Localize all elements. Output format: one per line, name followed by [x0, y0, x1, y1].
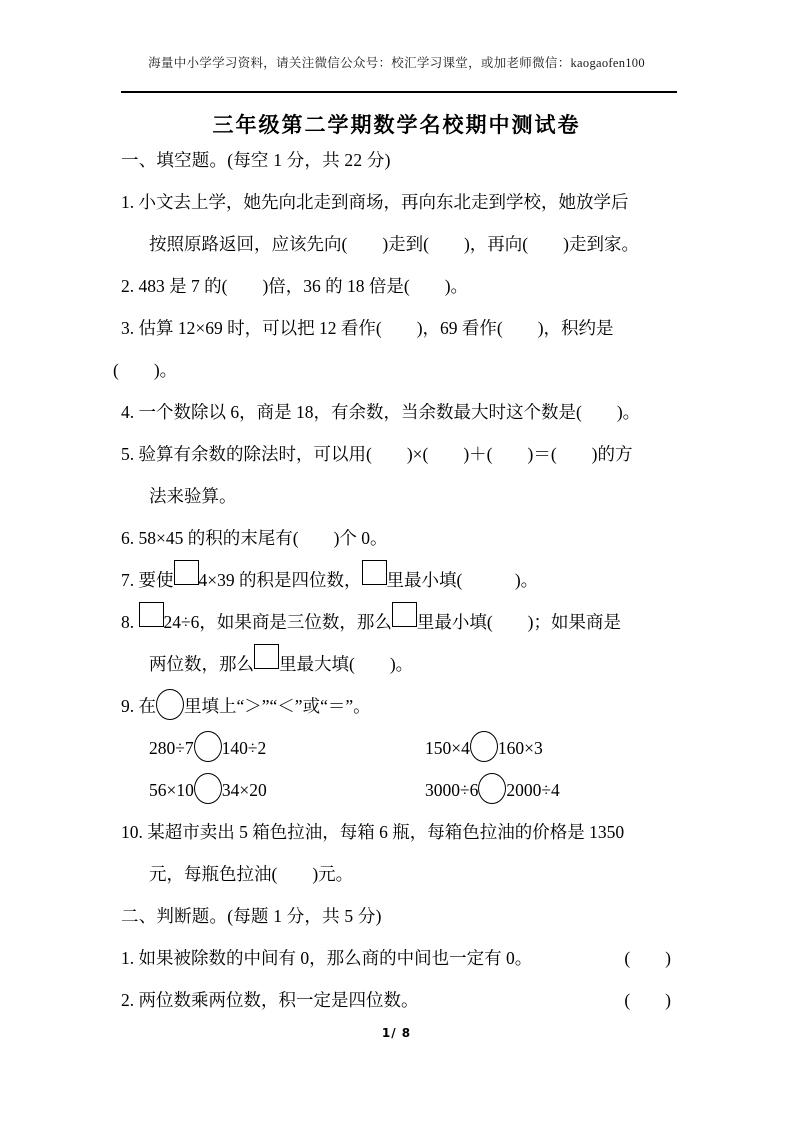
q9-row1-left — [149, 727, 425, 769]
fill-q5-line1: 5. 验算有余数的除法时，可以用( )×( )＋( )＝( )的方 — [121, 444, 633, 464]
text-run: 34×20 — [221, 780, 267, 800]
section-fill-heading: 一、填空题。(每空 1 分，共 22 分) — [121, 150, 391, 170]
section-judge-heading: 二、判断题。(每题 1 分，共 5 分) — [121, 906, 382, 926]
text-run: 8. — [121, 612, 139, 632]
judge-q1-text: 1. 如果被除数的中间有 0，那么商的中间也一定有 0。 — [121, 948, 533, 968]
fill-q9-row1 — [121, 727, 681, 769]
fill-q5-line2: 法来验算。 — [149, 486, 237, 506]
page-title: 三年级第二学期数学名校期中测试卷 — [212, 113, 581, 137]
text-run: 24÷6，如果商是三位数，那么 — [163, 612, 392, 632]
text-run: 280÷7 — [149, 738, 194, 758]
fill-q1-line2: 按照原路返回，应该先向( )走到( )，再向( )走到家。 — [149, 234, 639, 254]
fill-q3-line1: 3. 估算 12×69 时，可以把 12 看作( )，69 看作( )，积约是 — [121, 318, 614, 338]
judge-q2 — [121, 979, 681, 1021]
q9-row2-right — [425, 769, 560, 811]
header-divider — [121, 91, 677, 93]
judge-q1 — [121, 937, 681, 979]
judge-q1-answer-blank: ( ) — [624, 948, 671, 968]
q9-row1-right — [425, 727, 543, 769]
text-run: 里最小填( )；如果商是 — [416, 612, 622, 632]
fill-q10-line1: 10. 某超市卖出 5 箱色拉油，每箱 6 瓶，每箱色拉油的价格是 1350 — [121, 822, 625, 842]
text-run: 140÷2 — [221, 738, 267, 758]
comparison-circle — [156, 689, 184, 720]
fill-q6: 6. 58×45 的积的末尾有( )个 0。 — [121, 528, 388, 548]
answer-box — [174, 560, 199, 585]
fill-q3-line2: ( )。 — [113, 360, 178, 380]
fill-q9-row2 — [121, 769, 681, 811]
text-run: 9. 在 — [121, 696, 156, 716]
fill-q10-line2: 元，每瓶色拉油( )元。 — [149, 864, 354, 884]
text-run: 150×4 — [425, 738, 470, 758]
text-run: 里填上“＞”“＜”或“＝”。 — [184, 696, 371, 716]
text-run: 56×10 — [149, 780, 194, 800]
fill-q1-line1: 1. 小文去上学，她先向北走到商场，再向东北走到学校，她放学后 — [121, 192, 629, 212]
fill-q2: 2. 483 是 7 的( )倍，36 的 18 倍是( )。 — [121, 276, 469, 296]
text-run: 3000÷6 — [425, 780, 479, 800]
judge-q2-answer-blank: ( ) — [624, 990, 671, 1010]
answer-box — [254, 644, 279, 669]
judge-q2-text: 2. 两位数乘两位数，积一定是四位数。 — [121, 990, 419, 1010]
answer-box — [139, 602, 164, 627]
fill-q4: 4. 一个数除以 6，商是 18，有余数，当余数最大时这个数是( )。 — [121, 402, 641, 422]
text-run: 两位数，那么 — [149, 654, 254, 674]
text-run: 里最大填( )。 — [279, 654, 414, 674]
text-run: 160×3 — [497, 738, 543, 758]
fill-q8-line2 — [121, 643, 681, 685]
text-run: 里最小填( )。 — [386, 570, 539, 590]
comparison-circle — [478, 773, 506, 804]
answer-box — [392, 602, 417, 627]
text-run: 7. 要使 — [121, 570, 174, 590]
fill-q9-heading — [121, 685, 681, 727]
page-number: 1/ 8 — [381, 1026, 412, 1040]
comparison-circle — [194, 773, 222, 804]
header-note: 海量中小学学习资料，请关注微信公众号：校汇学习课堂，或加老师微信：kaogaofen100 — [148, 56, 645, 70]
text-run: 2000÷4 — [506, 780, 560, 800]
text-run: 4×39 的积是四位数， — [198, 570, 362, 590]
fill-q7 — [121, 559, 681, 601]
comparison-circle — [470, 731, 498, 762]
comparison-circle — [194, 731, 222, 762]
answer-box — [362, 560, 387, 585]
paper-body — [113, 139, 681, 1021]
q9-row2-left — [149, 769, 425, 811]
fill-q8-line1 — [121, 601, 681, 643]
